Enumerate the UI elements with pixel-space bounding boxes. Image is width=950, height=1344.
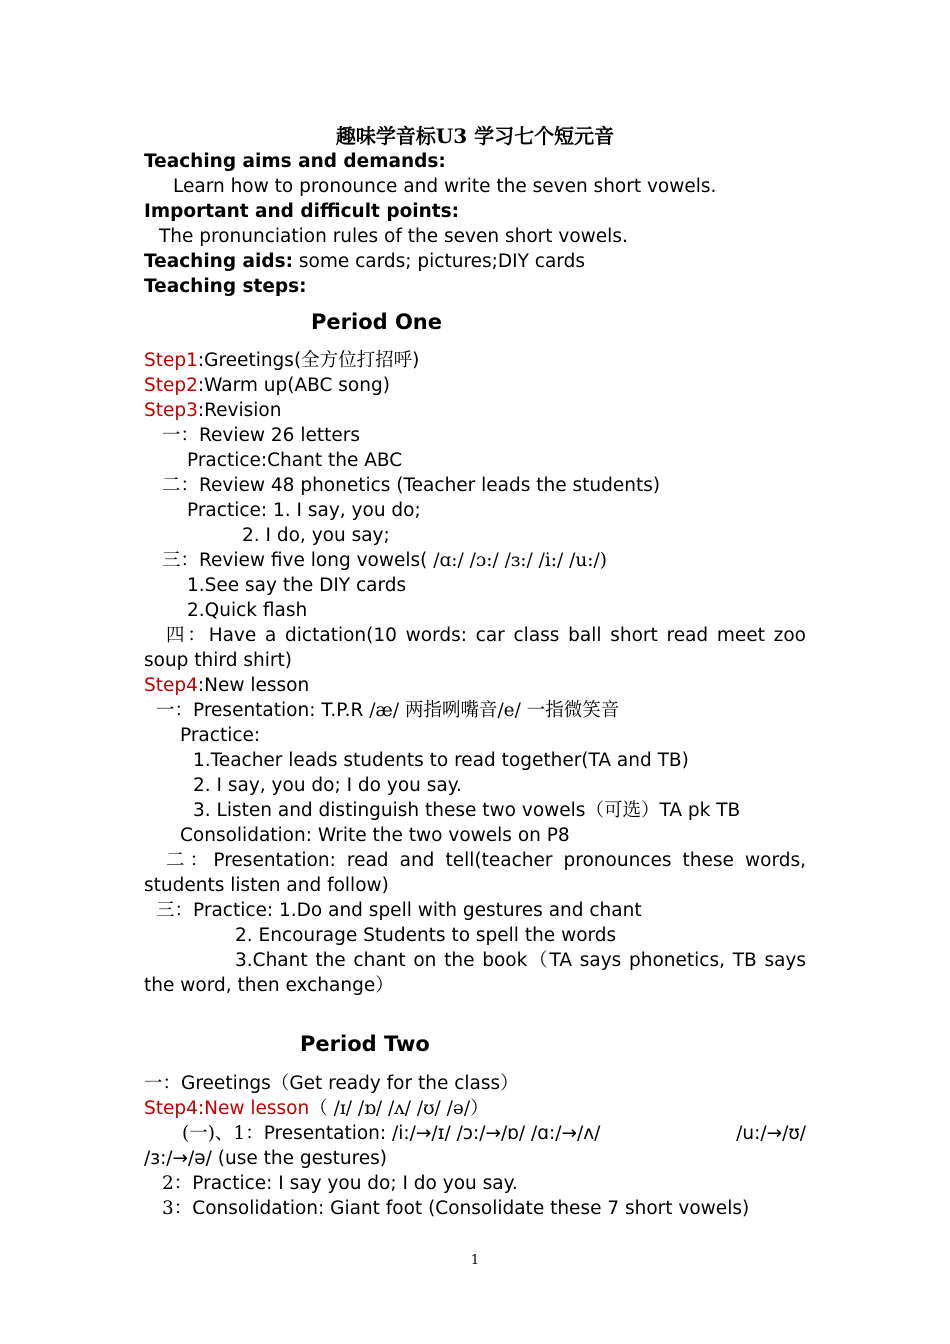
p2-presentation [182, 1121, 806, 1146]
step3-label: Step3 [144, 400, 198, 421]
p2-step4-label: Step4:New lesson [144, 1098, 310, 1119]
new-lesson-practice-2: 2. I say, you do; I do you say. [193, 775, 462, 796]
new-lesson-1-text: Presentation: T.P.R [193, 700, 370, 721]
new-lesson-practice-1: 1.Teacher leads students to read together(TA and TB) [193, 750, 689, 771]
step4-label: Step4 [144, 675, 198, 696]
new-lesson-practice-3-tail: TA pk TB [659, 800, 741, 821]
points-label: Important and difficult points: [144, 201, 460, 222]
p2-consolidation-text: Consolidation: Giant foot (Consolidate these 7 short vowels) [192, 1198, 750, 1219]
revision-1-num: 一： [162, 425, 200, 446]
p2-consolidation [162, 1196, 824, 1221]
p2-step4-line [144, 1096, 806, 1121]
new-lesson-3-text: Practice: 1.Do and spell with gestures and chant [193, 900, 642, 921]
new-lesson-3-continued: the word, then exchange） [144, 975, 394, 996]
step1-cn: 全方位打招呼 [301, 350, 413, 371]
p2-greetings-text: Greetings（Get ready for the class） [181, 1073, 519, 1094]
new-lesson-3 [156, 898, 818, 923]
period-one-heading: Period One [311, 310, 443, 334]
new-lesson-3-num: 三： [156, 900, 194, 921]
period-two-heading: Period Two [300, 1032, 430, 1056]
step3-text: :Revision [197, 400, 282, 421]
step2-text: :Warm up(ABC song) [197, 375, 390, 396]
p2-practice-text: Practice: I say you do; I do you say. [192, 1173, 518, 1194]
revision-3-text: Review five long vowels( [199, 550, 434, 571]
p2-greetings [144, 1071, 806, 1096]
revision-4 [166, 623, 806, 648]
steps-label: Teaching steps: [144, 276, 307, 297]
p2-presentation-text: Presentation: /i:/→/ɪ/ /ɔ:/→/ɒ/ /ɑ:/→/ʌ/ [263, 1123, 601, 1144]
p2-practice-num: 2： [162, 1173, 193, 1194]
new-lesson-practice-3 [193, 798, 855, 823]
aims-text: Learn how to pronounce and write the seven short vowels. [173, 176, 717, 197]
revision-1 [162, 423, 824, 448]
revision-2-text: Review 48 phonetics (Teacher leads the students) [199, 475, 661, 496]
new-lesson-1-num: 一： [156, 700, 194, 721]
revision-1-text: Review 26 letters [199, 425, 360, 446]
new-lesson-practice-3-optional: （可选） [585, 800, 660, 821]
new-lesson-1-ipa: /æ/ 两指咧嘴音/e/ 一指微笑音 [369, 700, 620, 721]
step4-line [144, 673, 806, 698]
new-lesson-2 [166, 848, 806, 873]
step2-label: Step2 [144, 375, 198, 396]
document-title: 趣味学音标U3 学习七个短元音 [335, 124, 615, 148]
p2-presentation-continued: /ɜ:/→/ə/ (use the gestures) [144, 1148, 388, 1169]
new-lesson-3-practice-2: 2. Encourage Students to spell the words [235, 925, 617, 946]
new-lesson-1 [156, 698, 818, 723]
revision-3-practice-2: 2.Quick flash [187, 600, 308, 621]
revision-4-num: 四： [166, 625, 209, 646]
p2-step4-ipa: （ /ɪ/ /ɒ/ /ʌ/ /ʊ/ /ə/） [309, 1098, 489, 1119]
revision-3 [162, 548, 824, 573]
p2-greetings-num: 一： [144, 1073, 182, 1094]
practice-label: Practice: [180, 725, 261, 746]
step4-text: :New lesson [197, 675, 310, 696]
step3-line [144, 398, 806, 423]
consolidation-line: Consolidation: Write the two vowels on P8 [180, 825, 570, 846]
new-lesson-2-num: 二： [166, 850, 214, 871]
step2-line [144, 373, 806, 398]
revision-4-text: Have a dictation(10 words: car class ball short read meet zoo [208, 625, 806, 646]
revision-2-practice-1: Practice: 1. I say, you do; [187, 500, 421, 521]
step1-line [144, 348, 806, 373]
p2-practice [162, 1171, 824, 1196]
new-lesson-2-text: Presentation: read and tell(teacher pronounces these words, [213, 850, 806, 871]
revision-4-continued: soup third shirt) [144, 650, 292, 671]
revision-3-ipa: /ɑ:/ /ɔ:/ /ɜ:/ /i:/ /u:/) [433, 550, 607, 571]
points-text: The pronunciation rules of the seven short vowels. [159, 226, 628, 247]
step1-end: ) [412, 350, 420, 371]
p2-presentation-tail: /u:/→/ʊ/ [736, 1123, 806, 1144]
aids-label: Teaching aids: [144, 251, 294, 272]
revision-3-num: 三： [162, 550, 200, 571]
revision-3-practice-1: 1.See say the DIY cards [187, 575, 407, 596]
page-number: 1 [470, 1253, 480, 1268]
p2-consolidation-num: 3： [162, 1198, 193, 1219]
aids-line [144, 249, 806, 274]
p2-presentation-num: (一)、1： [182, 1123, 264, 1144]
step1-label: Step1 [144, 350, 198, 371]
step1-text: :Greetings( [197, 350, 302, 371]
new-lesson-practice-3-text: 3. Listen and distinguish these two vowels [193, 800, 586, 821]
aims-label: Teaching aims and demands: [144, 151, 446, 172]
new-lesson-3-practice-3: 3.Chant the chant on the book（TA says phonetics, TB says [235, 950, 806, 971]
revision-2-practice-2: 2. I do, you say; [242, 525, 390, 546]
aids-text: some cards; pictures;DIY cards [293, 251, 585, 272]
new-lesson-2-continued: students listen and follow) [144, 875, 389, 896]
revision-1-practice: Practice:Chant the ABC [187, 450, 403, 471]
revision-2 [162, 473, 824, 498]
revision-2-num: 二： [162, 475, 200, 496]
